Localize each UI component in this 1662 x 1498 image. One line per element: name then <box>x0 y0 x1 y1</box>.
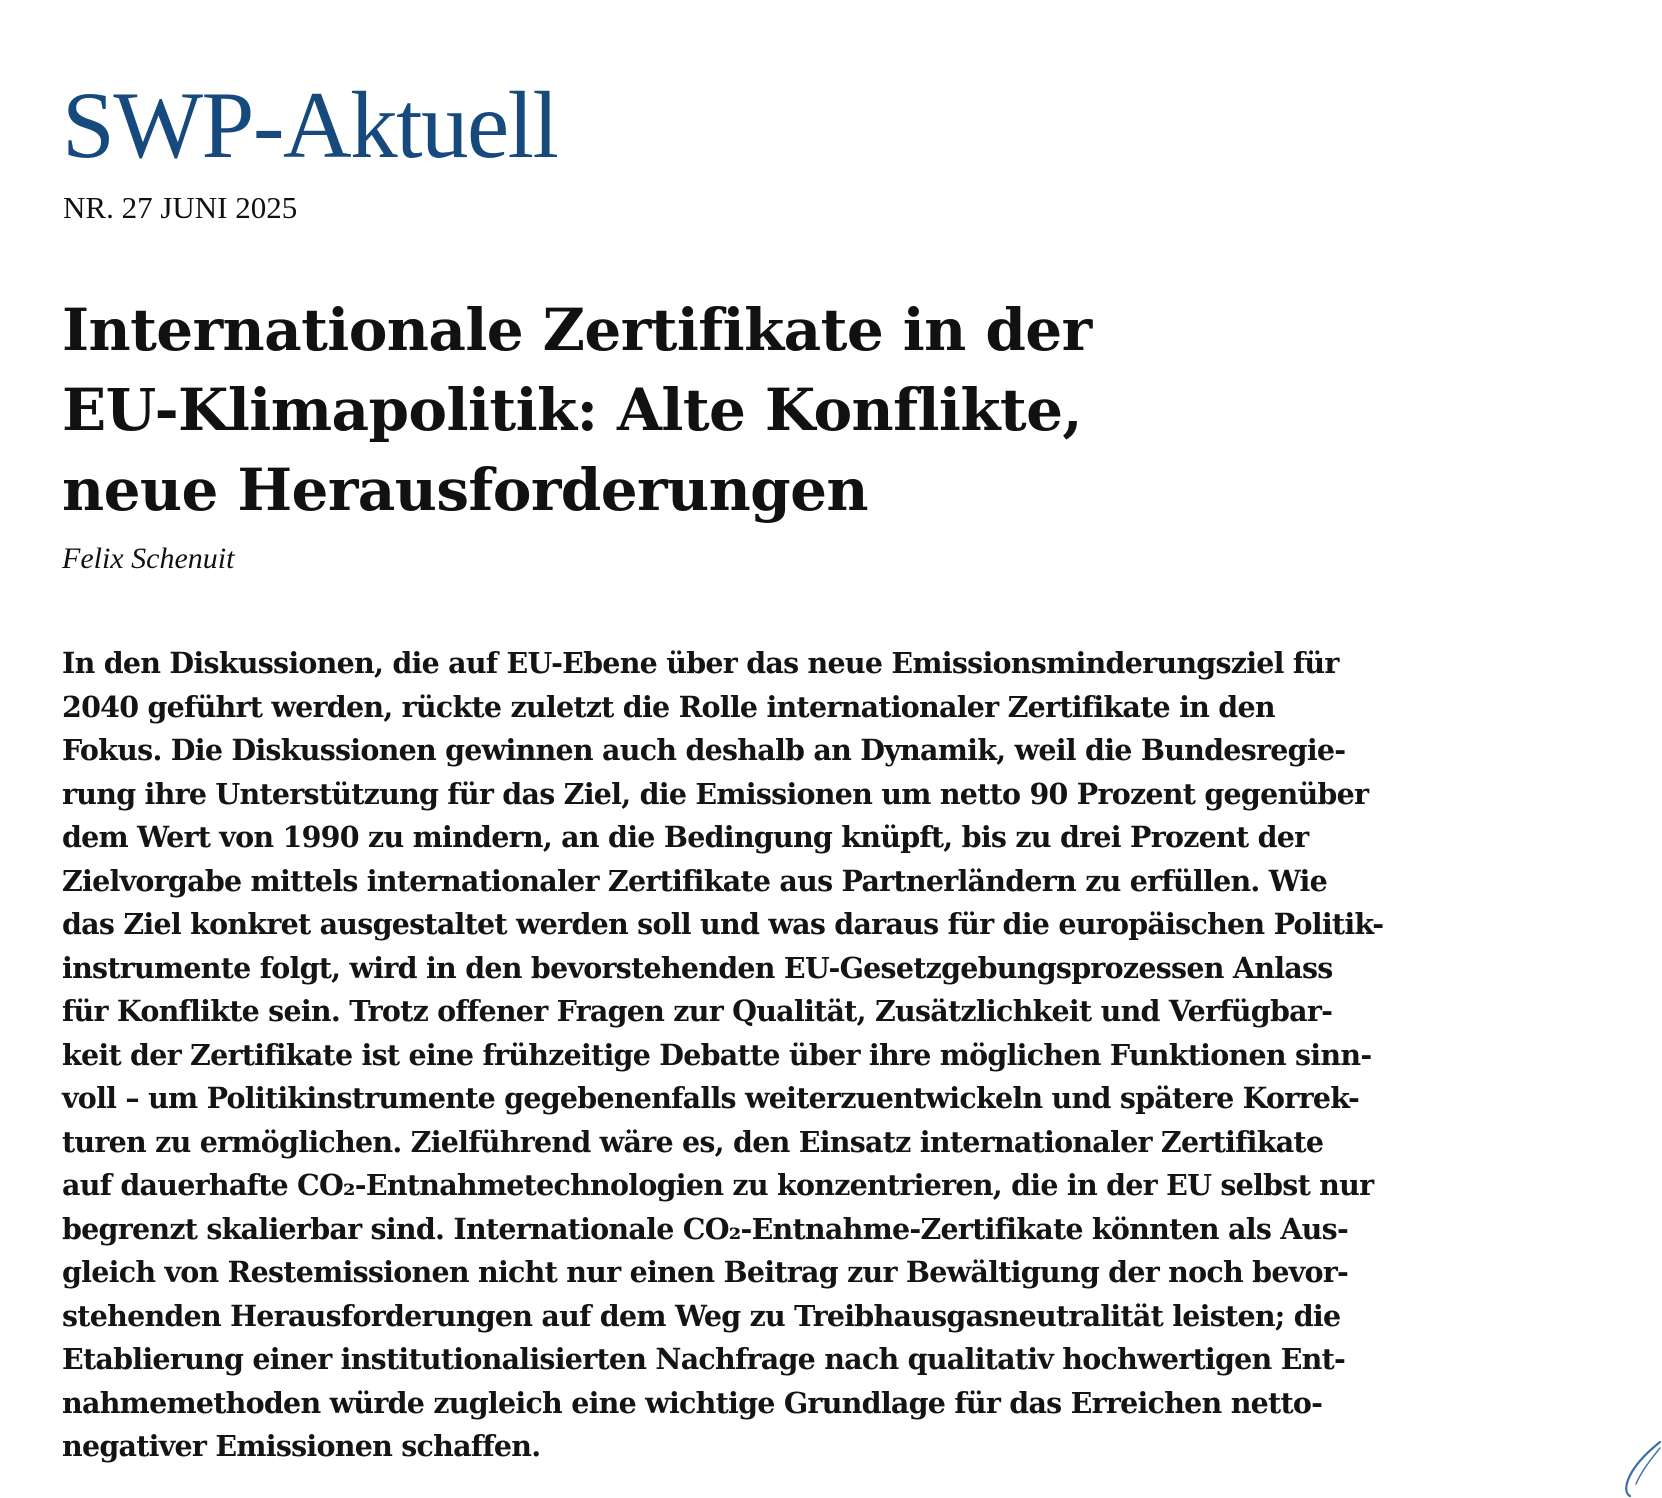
abstract-line: auf dauerhafte CO₂-Entnahmetechnologien zu konzentrieren, die in der EU selbst nur <box>62 1168 1374 1202</box>
abstract-line: nahmemethoden würde zugleich eine wichtige Grundlage für das Erreichen netto- <box>62 1385 1323 1420</box>
abstract-line: 2040 geführt werden, rückte zuletzt die Rolle internationaler Zertifikate in den <box>62 689 1275 724</box>
abstract-line: stehenden Herausforderungen auf dem Weg zu Treibhausgasneutralität leisten; die <box>62 1298 1341 1333</box>
title-line: Internationale Zertifikate in der <box>62 296 1092 364</box>
title-line: neue Herausforderungen <box>62 456 868 524</box>
abstract-line: für Konflikte sein. Trotz offener Fragen zur Qualität, Zusätzlichkeit und Verfügbar- <box>62 994 1333 1028</box>
abstract-line: dem Wert von 1990 zu mindern, an die Bedingung knüpft, bis zu drei Prozent der <box>62 820 1309 854</box>
abstract-line: das Ziel konkret ausgestaltet werden soll und was daraus für die europäischen Politik- <box>62 907 1384 941</box>
abstract-line: In den Diskussionen, die auf EU-Ebene über das neue Emissionsminderungsziel für <box>62 646 1339 680</box>
abstract-line: turen zu ermöglichen. Zielführend wäre es, den Einsatz internationaler Zertifikate <box>62 1124 1324 1159</box>
issue-date: NR. 27 JUNI 2025 <box>63 190 298 225</box>
abstract-line: Fokus. Die Diskussionen gewinnen auch deshalb an Dynamik, weil die Bundesregie- <box>62 733 1346 767</box>
abstract-line: negativer Emissionen schaffen. <box>62 1429 541 1463</box>
author-name: Felix Schenuit <box>62 542 235 575</box>
abstract-line: keit der Zertifikate ist eine frühzeitige Debatte über ihre möglichen Funktionen sinn- <box>62 1037 1372 1072</box>
abstract-line: gleich von Restemissionen nicht nur einen Beitrag zur Bewältigung der noch bevor- <box>62 1255 1349 1289</box>
article-title <box>62 290 1262 530</box>
abstract-line: Zielvorgabe mittels internationaler Zertifikate aus Partnerländern zu erfüllen. Wie <box>62 863 1327 898</box>
abstract-line: rung ihre Unterstützung für das Ziel, die Emissionen um netto 90 Prozent gegenüber <box>62 776 1369 811</box>
title-line: EU-Klimapolitik: Alte Konflikte, <box>62 376 1082 444</box>
abstract-paragraph <box>62 642 1384 1469</box>
masthead: SWP-Aktuell <box>62 72 558 178</box>
pen-stroke-path <box>1626 1442 1660 1496</box>
abstract-line: begrenzt skalierbar sind. Internationale CO₂-Entnahme-Zertifikate könnten als Aus- <box>62 1211 1349 1246</box>
pen-stroke-icon <box>1620 1440 1662 1498</box>
abstract-line: Etablierung einer institutionalisierten Nachfrage nach qualitativ hochwertigen Ent- <box>62 1342 1346 1376</box>
abstract-line: instrumente folgt, wird in den bevorstehenden EU-Gesetzgebungsprozessen Anlass <box>62 950 1333 985</box>
abstract-line: voll – um Politikinstrumente gegebenenfalls weiterzuentwickeln und spätere Korrek- <box>62 1081 1360 1115</box>
